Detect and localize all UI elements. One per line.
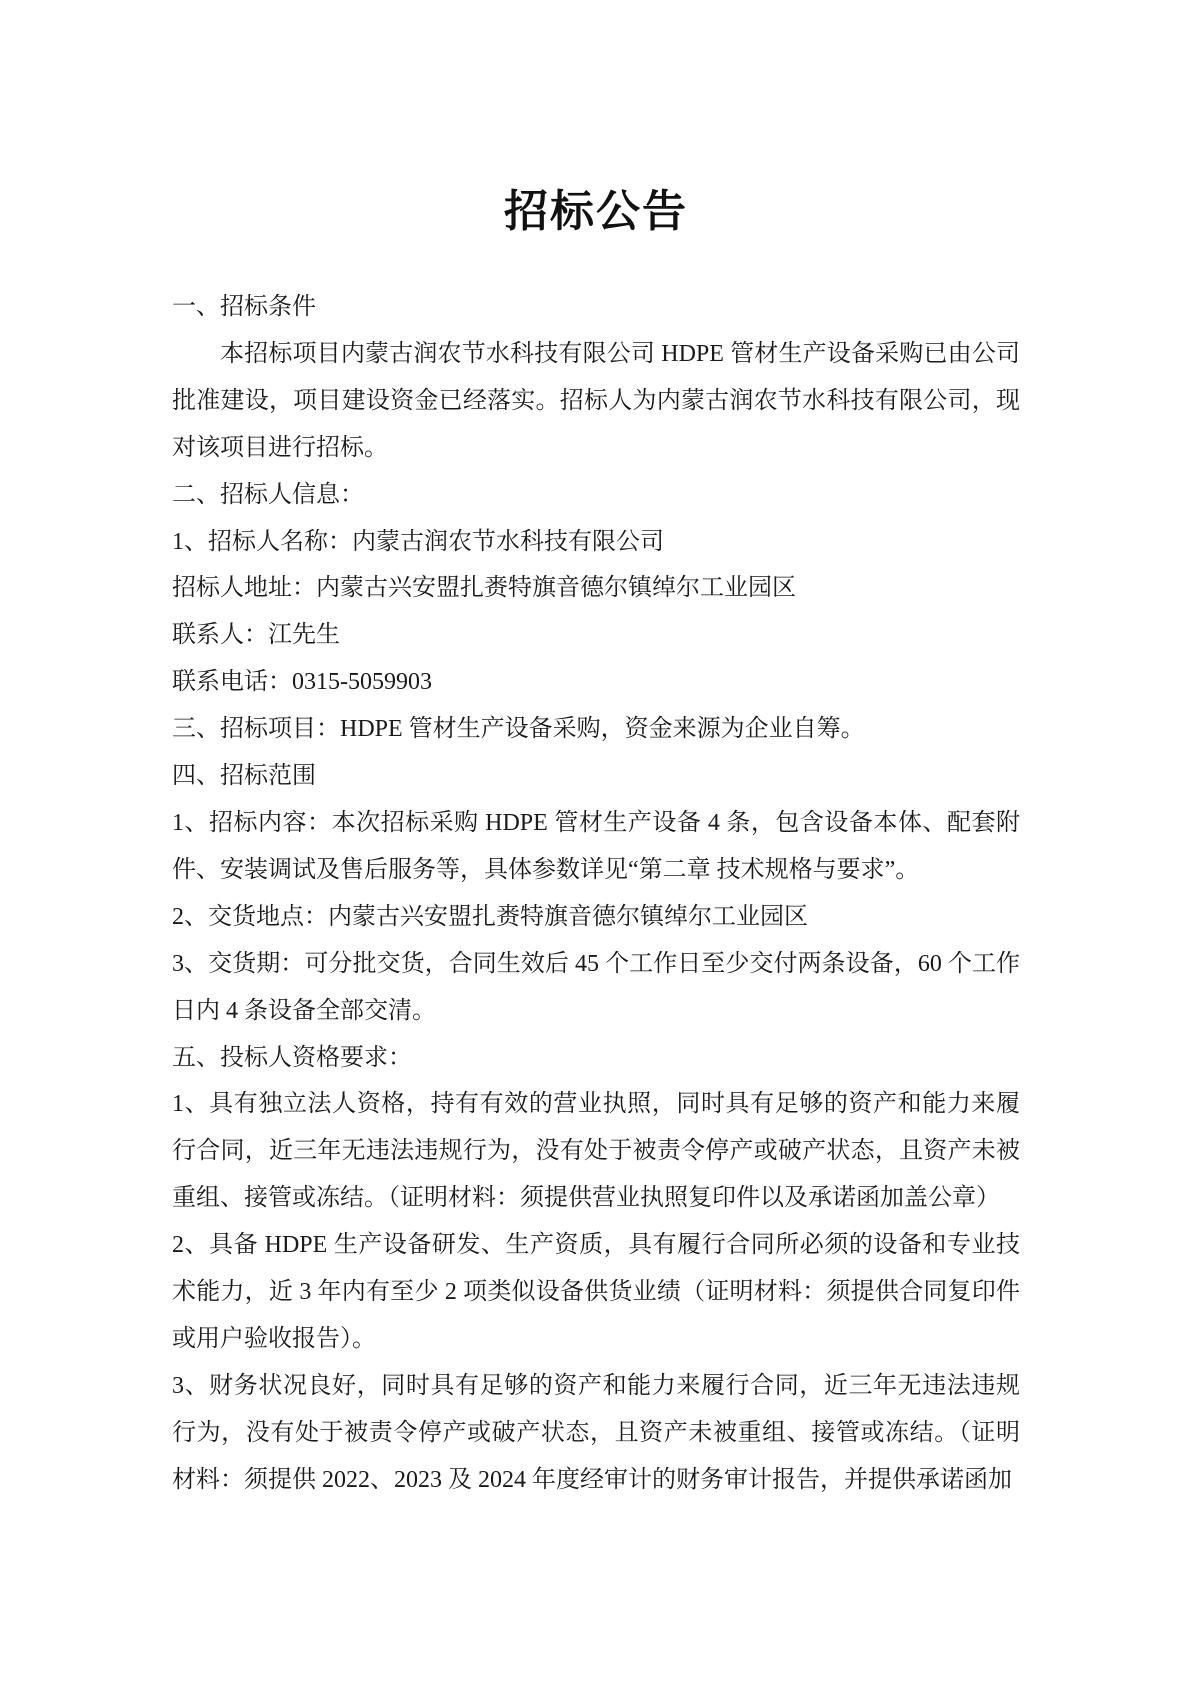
paragraph: 2、具备 HDPE 生产设备研发、生产资质，具有履行合同所必须的设备和专业技术能力，近 3 年内有至少 2 项类似设备供货业绩（证明材料：须提供合同复印件或用户验收报告）。 (172, 1232, 1020, 1352)
document-content (0, 188, 1190, 1504)
paragraph: 五、投标人资格要求： (172, 1044, 412, 1071)
paragraph: 1、具有独立法人资格，持有有效的营业执照，同时具有足够的资产和能力来履行合同，近三年无违法违规行为，没有处于被责令停产或破产状态，且资产未被重组、接管或冻结。（证明材料：须提供营业执照复印件以及承诺函加盖公章） (172, 1091, 1020, 1212)
paragraph: 四、招标范围 (172, 763, 316, 790)
paragraph: 招标人地址：内蒙古兴安盟扎赉特旗音德尔镇绰尔工业园区 (172, 575, 796, 602)
paragraph: 1、招标人名称：内蒙古润农节水科技有限公司 (172, 528, 664, 555)
paragraph: 二、招标人信息： (172, 481, 364, 508)
paragraph: 三、招标项目：HDPE 管材生产设备采购，资金来源为企业自筹。 (172, 716, 865, 743)
document-title: 招标公告 (504, 187, 688, 236)
document-body (172, 284, 1020, 1504)
paragraph: 3、交货期：可分批交货，合同生效后 45 个工作日至少交付两条设备，60 个工作日内 4 条设备全部交清。 (172, 950, 1020, 1024)
paragraph: 3、财务状况良好，同时具有足够的资产和能力来履行合同，近三年无违法违规行为，没有处于被责令停产或破产状态，且资产未被重组、接管或冻结。（证明材料：须提供 2022、2023 及 2024 年度经审计的财务审计报告，并提供承诺函加 (172, 1372, 1020, 1493)
paragraph: 本招标项目内蒙古润农节水科技有限公司 HDPE 管材生产设备采购已由公司批准建设，项目建设资金已经落实。招标人为内蒙古润农节水科技有限公司，现对该项目进行招标。 (172, 340, 1020, 461)
paragraph: 一、招标条件 (172, 294, 316, 320)
paragraph: 联系电话：0315-5059903 (172, 669, 432, 696)
paragraph: 联系人：江先生 (172, 622, 340, 649)
paragraph: 1、招标内容：本次招标采购 HDPE 管材生产设备 4 条，包含设备本体、配套附件、安装调试及售后服务等，具体参数详见“第二章 技术规格与要求”。 (172, 809, 1020, 883)
paragraph: 2、交货地点：内蒙古兴安盟扎赉特旗音德尔镇绰尔工业园区 (172, 903, 808, 930)
